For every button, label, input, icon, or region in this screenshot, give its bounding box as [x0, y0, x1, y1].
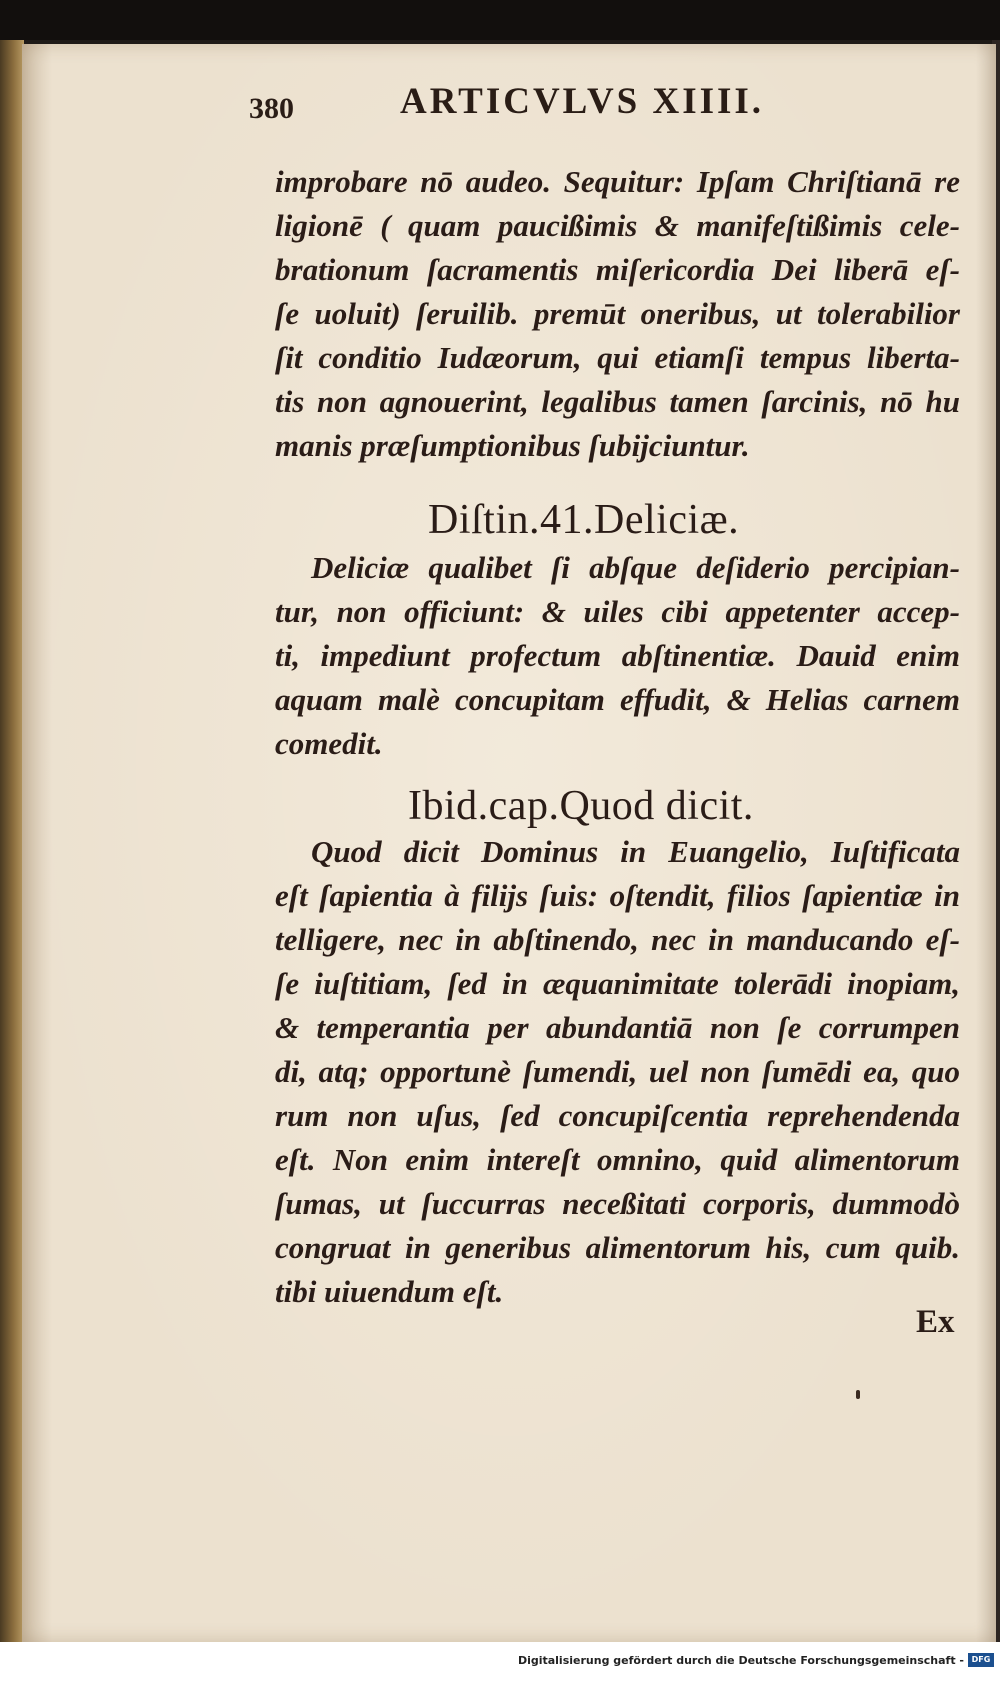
book-spine-edge: [0, 40, 24, 1642]
text-line: & temperantia per abundantiā non ſe corrumpen: [275, 1010, 960, 1045]
heading-distinctio: Diſtin.41.Deliciæ.: [428, 497, 740, 543]
catchword: Ex: [916, 1304, 955, 1340]
paragraph-1: [275, 160, 960, 468]
text-line: tur, non officiunt: & uiles cibi appetenter accep-: [275, 594, 960, 629]
footer-bar: [0, 1642, 1000, 1690]
text-line: rum non uſus, ſed concupiſcentia reprehendenda: [275, 1098, 960, 1133]
text-line: ligionē ( quam paucißimis & manifeſtißimis cele-: [275, 208, 960, 243]
text-line: ſe uoluit) ſeruilib. premūt oneribus, ut tolerabilior: [275, 296, 960, 331]
running-title: ARTICVLVS XIIII.: [400, 81, 765, 122]
paragraph-2: [275, 546, 960, 766]
text-line: di, atq; opportunè ſumendi, uel non ſumēdi ea, quo: [275, 1054, 960, 1089]
text-line: congruat in generibus alimentorum his, cum quib.: [275, 1230, 960, 1265]
text-line: manis præſumptionibus ſubijciuntur.: [275, 428, 750, 463]
text-line: eſt ſapientia à filijs ſuis: oſtendit, filios ſapientiæ in: [275, 878, 960, 913]
text-line: tis non agnouerint, legalibus tamen ſarcinis, nō hu: [275, 384, 960, 419]
text-line: improbare nō audeo. Sequitur: Ipſam Chriſtianā re: [275, 164, 960, 199]
text-line: eſt. Non enim intereſt omnino, quid alimentorum: [275, 1142, 960, 1177]
text-line: ti, impediunt profectum abſtinentiæ. Dauid enim: [275, 638, 960, 673]
text-line: ſe iuſtitiam, ſed in æquanimitate tolerādi inopiam,: [275, 966, 960, 1001]
text-line: tibi uiuendum eſt.: [275, 1274, 504, 1309]
text-line: Quod dicit Dominus in Euangelio, Iuſtificata: [311, 834, 960, 869]
scan-top-border: [0, 0, 1000, 40]
text-line: brationum ſacramentis miſericordia Dei liberā eſ-: [275, 252, 960, 287]
text-line: Deliciæ qualibet ſi abſque deſiderio percipian-: [311, 550, 960, 585]
funding-note: Digitalisierung gefördert durch die Deutsche Forschungsgemeinschaft -: [517, 1654, 964, 1667]
heading-ibid: Ibid.cap.Quod dicit.: [408, 783, 754, 829]
ink-speck: [856, 1390, 860, 1399]
text-line: telligere, nec in abſtinendo, nec in manducando eſ-: [275, 922, 960, 957]
text-line: aquam malè concupitam effudit, & Helias carnem: [275, 682, 960, 717]
text-line: ſumas, ut ſuccurras neceßitati corporis, dummodò: [275, 1186, 960, 1221]
dfg-logo: DFG: [968, 1653, 994, 1667]
text-line: ſit conditio Iudæorum, qui etiamſi tempus liberta-: [275, 340, 960, 375]
paragraph-3: [275, 830, 960, 1314]
text-line: comedit.: [275, 726, 383, 761]
page-number: 380: [249, 92, 294, 125]
